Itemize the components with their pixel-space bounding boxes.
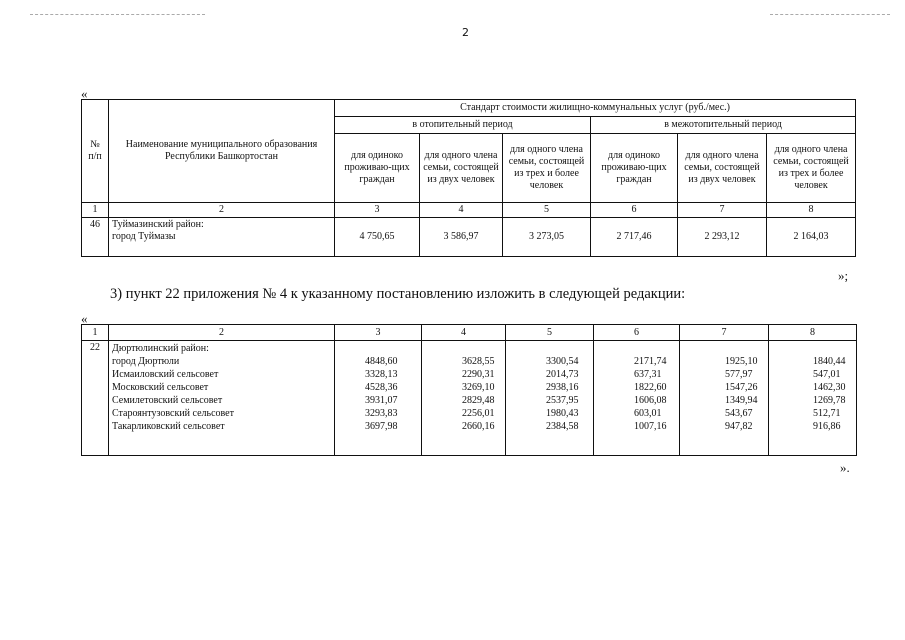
column-number: 8 (769, 325, 857, 341)
header-municipality-name: Наименование муниципального образования Республики Башкортостан (109, 100, 335, 203)
header-two-person-nonheating: для одного члена семьи, состоящей из двух человек (678, 134, 767, 203)
value-cell: 2829,48 (462, 395, 495, 406)
value-cell: 637,31 (634, 369, 662, 380)
value-cell (365, 342, 418, 355)
value-cell: 2171,74 (634, 356, 667, 367)
column-number: 3 (335, 203, 420, 218)
value-cell (725, 342, 765, 355)
municipality-list (109, 341, 335, 456)
value-cell: 2938,16 (546, 382, 579, 393)
value-cell: 2290,31 (462, 369, 495, 380)
opening-quote-2: « (81, 311, 88, 326)
value-cell: 2 164,03 (767, 218, 856, 257)
values-column-5 (506, 341, 594, 456)
value-cell: 1349,94 (725, 395, 758, 406)
value-cell: 1840,44 (813, 356, 846, 367)
row-number: 46 (82, 218, 109, 257)
value-cell: 4848,60 (365, 356, 398, 367)
value-cell: 4528,36 (365, 382, 398, 393)
amendment-table (81, 324, 857, 456)
amendment-paragraph: 3) пункт 22 приложения № 4 к указанному постановлению изложить в следующей редакции: (110, 286, 686, 302)
values-column-3 (335, 341, 422, 456)
value-cell: 512,71 (813, 408, 841, 419)
header-row-number: № п/п (82, 100, 109, 203)
list-item: Московский сельсовет (112, 382, 209, 393)
value-cell: 916,86 (813, 421, 841, 432)
header-single-nonheating: для одиноко проживаю-щих граждан (591, 134, 678, 203)
value-cell: 3 586,97 (420, 218, 503, 257)
value-cell: 1980,43 (546, 408, 579, 419)
value-cell: 2256,01 (462, 408, 495, 419)
value-cell (546, 342, 590, 355)
list-item: Староянтузовский сельсовет (112, 408, 234, 419)
value-cell: 1925,10 (725, 356, 758, 367)
value-cell: 603,01 (634, 408, 662, 419)
list-item: Семилетовский сельсовет (112, 395, 223, 406)
value-cell: 3269,10 (462, 382, 495, 393)
column-number: 5 (506, 325, 594, 341)
table-row (82, 341, 857, 456)
column-number: 8 (767, 203, 856, 218)
value-cell: 3293,83 (365, 408, 398, 419)
value-cell (634, 342, 676, 355)
value-cell: 3697,98 (365, 421, 398, 432)
value-cell: 3300,54 (546, 356, 579, 367)
value-cell: 4 750,65 (335, 218, 420, 257)
column-number: 2 (109, 203, 335, 218)
column-number: 4 (422, 325, 506, 341)
values-column-8 (769, 341, 857, 456)
values-column-4 (422, 341, 506, 456)
scan-artifact-line-left (30, 14, 205, 15)
value-cell: 3931,07 (365, 395, 398, 406)
value-cell (462, 342, 502, 355)
column-number: 3 (335, 325, 422, 341)
value-cell: 1462,30 (813, 382, 846, 393)
values-column-7 (680, 341, 769, 456)
value-cell: 2384,58 (546, 421, 579, 432)
value-cell: 2 293,12 (678, 218, 767, 257)
municipality-name: Туймазинский район: город Туймазы (109, 218, 335, 257)
value-cell: 3328,13 (365, 369, 398, 380)
header-cost-standard: Стандарт стоимости жилищно-коммунальных услуг (руб./мес.) (335, 100, 856, 117)
column-number: 5 (503, 203, 591, 218)
table-row (82, 218, 856, 257)
column-number: 7 (678, 203, 767, 218)
value-cell: 947,82 (725, 421, 753, 432)
header-three-plus-nonheating: для одного члена семьи, состоящей из трех и более человек (767, 134, 856, 203)
column-number: 6 (591, 203, 678, 218)
opening-quote-1: « (81, 86, 88, 101)
closing-quote-2: ». (840, 460, 850, 475)
value-cell: 2660,16 (462, 421, 495, 432)
column-number: 1 (82, 325, 109, 341)
header-single-heating: для одиноко проживаю-щих граждан (335, 134, 420, 203)
header-two-person-heating: для одного члена семьи, состоящей из двух человек (420, 134, 503, 203)
value-cell: 1269,78 (813, 395, 846, 406)
header-three-plus-heating: для одного члена семьи, состоящей из трех и более человек (503, 134, 591, 203)
value-cell: 2 717,46 (591, 218, 678, 257)
value-cell: 2537,95 (546, 395, 579, 406)
value-cell: 1606,08 (634, 395, 667, 406)
list-item: Такарликовский сельсовет (112, 421, 225, 432)
value-cell: 1822,60 (634, 382, 667, 393)
value-cell: 543,67 (725, 408, 753, 419)
value-cell: 547,01 (813, 369, 841, 380)
page-number: 2 (462, 26, 469, 39)
values-column-6 (594, 341, 680, 456)
list-item: Дюртюлинский район: (112, 343, 209, 354)
column-number: 7 (680, 325, 769, 341)
scan-artifact-line-right (770, 14, 890, 15)
value-cell: 1547,26 (725, 382, 758, 393)
value-cell: 577,97 (725, 369, 753, 380)
value-cell (813, 342, 853, 355)
closing-quote-1: »; (838, 268, 849, 283)
column-number: 1 (82, 203, 109, 218)
value-cell: 1007,16 (634, 421, 667, 432)
value-cell: 2014,73 (546, 369, 579, 380)
cost-standard-table (81, 99, 856, 257)
column-number: 6 (594, 325, 680, 341)
list-item: Исмаиловский сельсовет (112, 369, 219, 380)
column-number: 4 (420, 203, 503, 218)
column-number: 2 (109, 325, 335, 341)
header-heating-period: в отопительный период (335, 117, 591, 134)
header-nonheating-period: в межотопительный период (591, 117, 856, 134)
list-item: город Дюртюли (112, 356, 180, 367)
row-number: 22 (82, 341, 109, 456)
value-cell: 3 273,05 (503, 218, 591, 257)
value-cell: 3628,55 (462, 356, 495, 367)
